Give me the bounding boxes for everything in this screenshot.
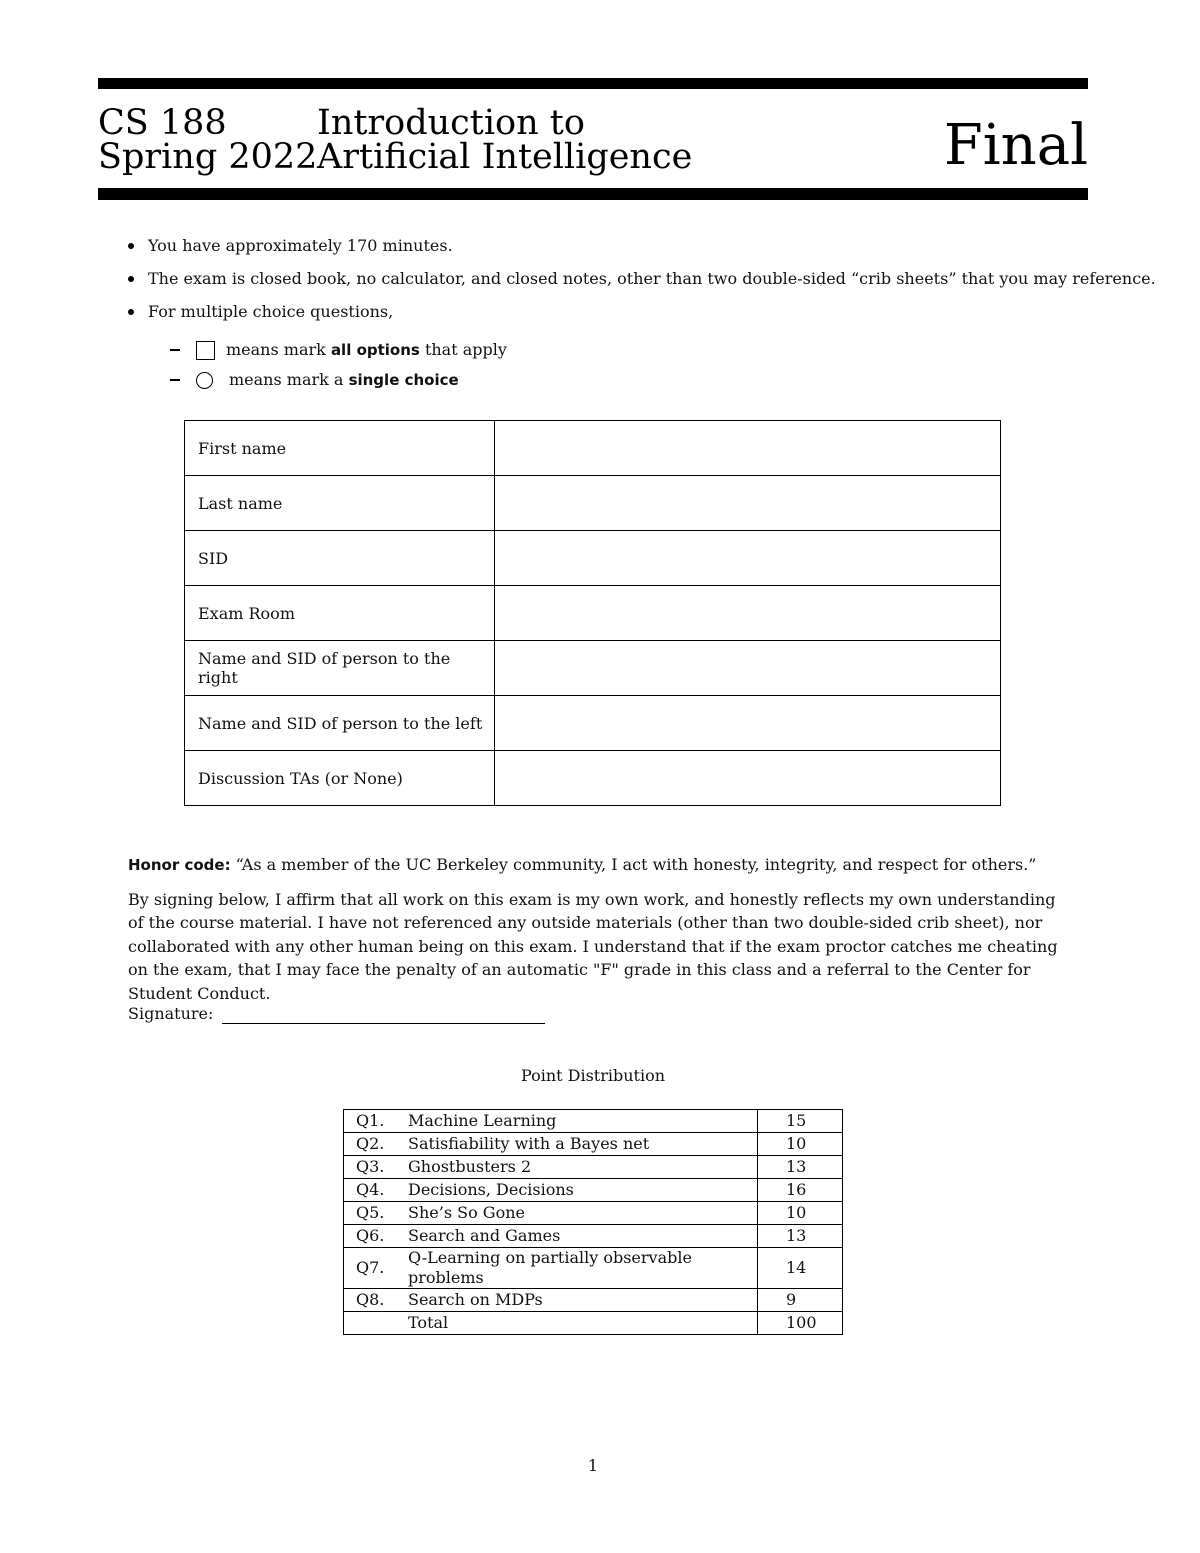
course-heading bbox=[98, 103, 318, 177]
bullet-icon bbox=[128, 276, 134, 282]
question-points: 10 bbox=[758, 1133, 843, 1156]
point-distribution-table bbox=[343, 1109, 843, 1335]
header-bottom-rule bbox=[98, 188, 1088, 200]
honor-code-label: Honor code: bbox=[128, 856, 231, 874]
points-row bbox=[344, 1156, 843, 1179]
info-row bbox=[185, 476, 1001, 531]
instructions-list bbox=[128, 236, 1156, 335]
question-name: She’s So Gone bbox=[396, 1202, 758, 1225]
question-number: Q6. bbox=[344, 1225, 397, 1248]
points-row bbox=[344, 1202, 843, 1225]
question-points: 13 bbox=[758, 1225, 843, 1248]
info-input-cell[interactable] bbox=[495, 531, 1001, 586]
instruction-text: The exam is closed book, no calculator, and closed notes, other than two double-sided “crib sheets” that you may reference. bbox=[148, 269, 1156, 288]
question-number: Q5. bbox=[344, 1202, 397, 1225]
question-number: Q4. bbox=[344, 1179, 397, 1202]
question-name: Satisfiability with a Bayes net bbox=[396, 1133, 758, 1156]
question-number: Q3. bbox=[344, 1156, 397, 1179]
instruction-item bbox=[128, 236, 1156, 256]
question-points: 16 bbox=[758, 1179, 843, 1202]
course-title bbox=[317, 103, 693, 177]
legend-text: means mark a single choice bbox=[229, 370, 459, 389]
dash-icon bbox=[170, 379, 180, 381]
checkbox-icon bbox=[196, 341, 215, 360]
course-number: CS 188 bbox=[98, 103, 227, 143]
course-term: Spring 2022 bbox=[98, 137, 318, 177]
info-row bbox=[185, 641, 1001, 696]
question-points: 14 bbox=[758, 1248, 843, 1289]
exam-type: Final bbox=[943, 113, 1088, 178]
info-input-cell[interactable] bbox=[495, 586, 1001, 641]
points-row bbox=[344, 1110, 843, 1133]
question-points: 10 bbox=[758, 1202, 843, 1225]
question-points: 15 bbox=[758, 1110, 843, 1133]
question-name: Decisions, Decisions bbox=[396, 1179, 758, 1202]
info-label: SID bbox=[185, 531, 495, 586]
instruction-text: For multiple choice questions, bbox=[148, 302, 394, 321]
bullet-icon bbox=[128, 309, 134, 315]
honor-code-section bbox=[128, 853, 1068, 1015]
student-info-table bbox=[184, 420, 1001, 806]
points-row bbox=[344, 1248, 843, 1289]
points-row bbox=[344, 1312, 843, 1335]
info-label: Exam Room bbox=[185, 586, 495, 641]
question-number: Q1. bbox=[344, 1110, 397, 1133]
info-row bbox=[185, 751, 1001, 806]
points-row bbox=[344, 1225, 843, 1248]
info-row bbox=[185, 586, 1001, 641]
page-number: 1 bbox=[587, 1456, 599, 1475]
question-points: 100 bbox=[758, 1312, 843, 1335]
question-name: Total bbox=[396, 1312, 758, 1335]
info-input-cell[interactable] bbox=[495, 421, 1001, 476]
question-number: Q7. bbox=[344, 1248, 397, 1289]
info-row bbox=[185, 531, 1001, 586]
points-row bbox=[344, 1133, 843, 1156]
info-input-cell[interactable] bbox=[495, 751, 1001, 806]
header-top-rule bbox=[98, 78, 1088, 89]
single-choice-legend bbox=[170, 370, 459, 390]
course-title-line2: Artificial Intelligence bbox=[317, 137, 693, 177]
points-row bbox=[344, 1179, 843, 1202]
instruction-text: You have approximately 170 minutes. bbox=[148, 236, 453, 255]
bullet-icon bbox=[128, 243, 134, 249]
point-distribution-title: Point Distribution bbox=[520, 1066, 666, 1085]
legend-text: means mark all options that apply bbox=[226, 340, 507, 359]
question-name: Search on MDPs bbox=[396, 1289, 758, 1312]
info-row bbox=[185, 421, 1001, 476]
question-name: Machine Learning bbox=[396, 1110, 758, 1133]
info-label: Name and SID of person to the right bbox=[185, 641, 495, 696]
dash-icon bbox=[170, 349, 180, 351]
honor-code-quote: “As a member of the UC Berkeley community, I act with honesty, integrity, and respect for others.” bbox=[235, 855, 1037, 874]
question-name: Ghostbusters 2 bbox=[396, 1156, 758, 1179]
radio-circle-icon bbox=[196, 372, 213, 389]
info-label: Discussion TAs (or None) bbox=[185, 751, 495, 806]
info-input-cell[interactable] bbox=[495, 696, 1001, 751]
question-points: 13 bbox=[758, 1156, 843, 1179]
question-name: Search and Games bbox=[396, 1225, 758, 1248]
signature-line[interactable] bbox=[222, 1000, 545, 1024]
instruction-item bbox=[128, 269, 1156, 289]
info-input-cell[interactable] bbox=[495, 641, 1001, 696]
question-number: Q8. bbox=[344, 1289, 397, 1312]
affirmation-text: By signing below, I affirm that all work on this exam is my own work, and honestly reflects my own understanding of the course material. I have not referenced any outside materials (other than two double-sided crib sheet), nor collaborated with any other human being on this exam. I understand that if the exam proctor catches me cheating on the exam, that I may face the penalty of an automatic "F" grade in this class and a referral to the Center for Student Conduct. bbox=[128, 889, 1058, 1003]
signature-label: Signature: bbox=[128, 1004, 214, 1023]
question-name: Q-Learning on partially observable problems bbox=[396, 1248, 758, 1289]
info-input-cell[interactable] bbox=[495, 476, 1001, 531]
info-label: Name and SID of person to the left bbox=[185, 696, 495, 751]
info-label: Last name bbox=[185, 476, 495, 531]
instruction-item bbox=[128, 302, 1156, 322]
honor-code-statement bbox=[128, 853, 1068, 878]
question-number: Q2. bbox=[344, 1133, 397, 1156]
signature-row bbox=[128, 1000, 545, 1024]
question-points: 9 bbox=[758, 1289, 843, 1312]
points-row bbox=[344, 1289, 843, 1312]
multi-select-legend bbox=[170, 340, 507, 360]
question-number bbox=[344, 1312, 397, 1335]
course-title-line1: Introduction to bbox=[317, 103, 585, 143]
info-label: First name bbox=[185, 421, 495, 476]
info-row bbox=[185, 696, 1001, 751]
